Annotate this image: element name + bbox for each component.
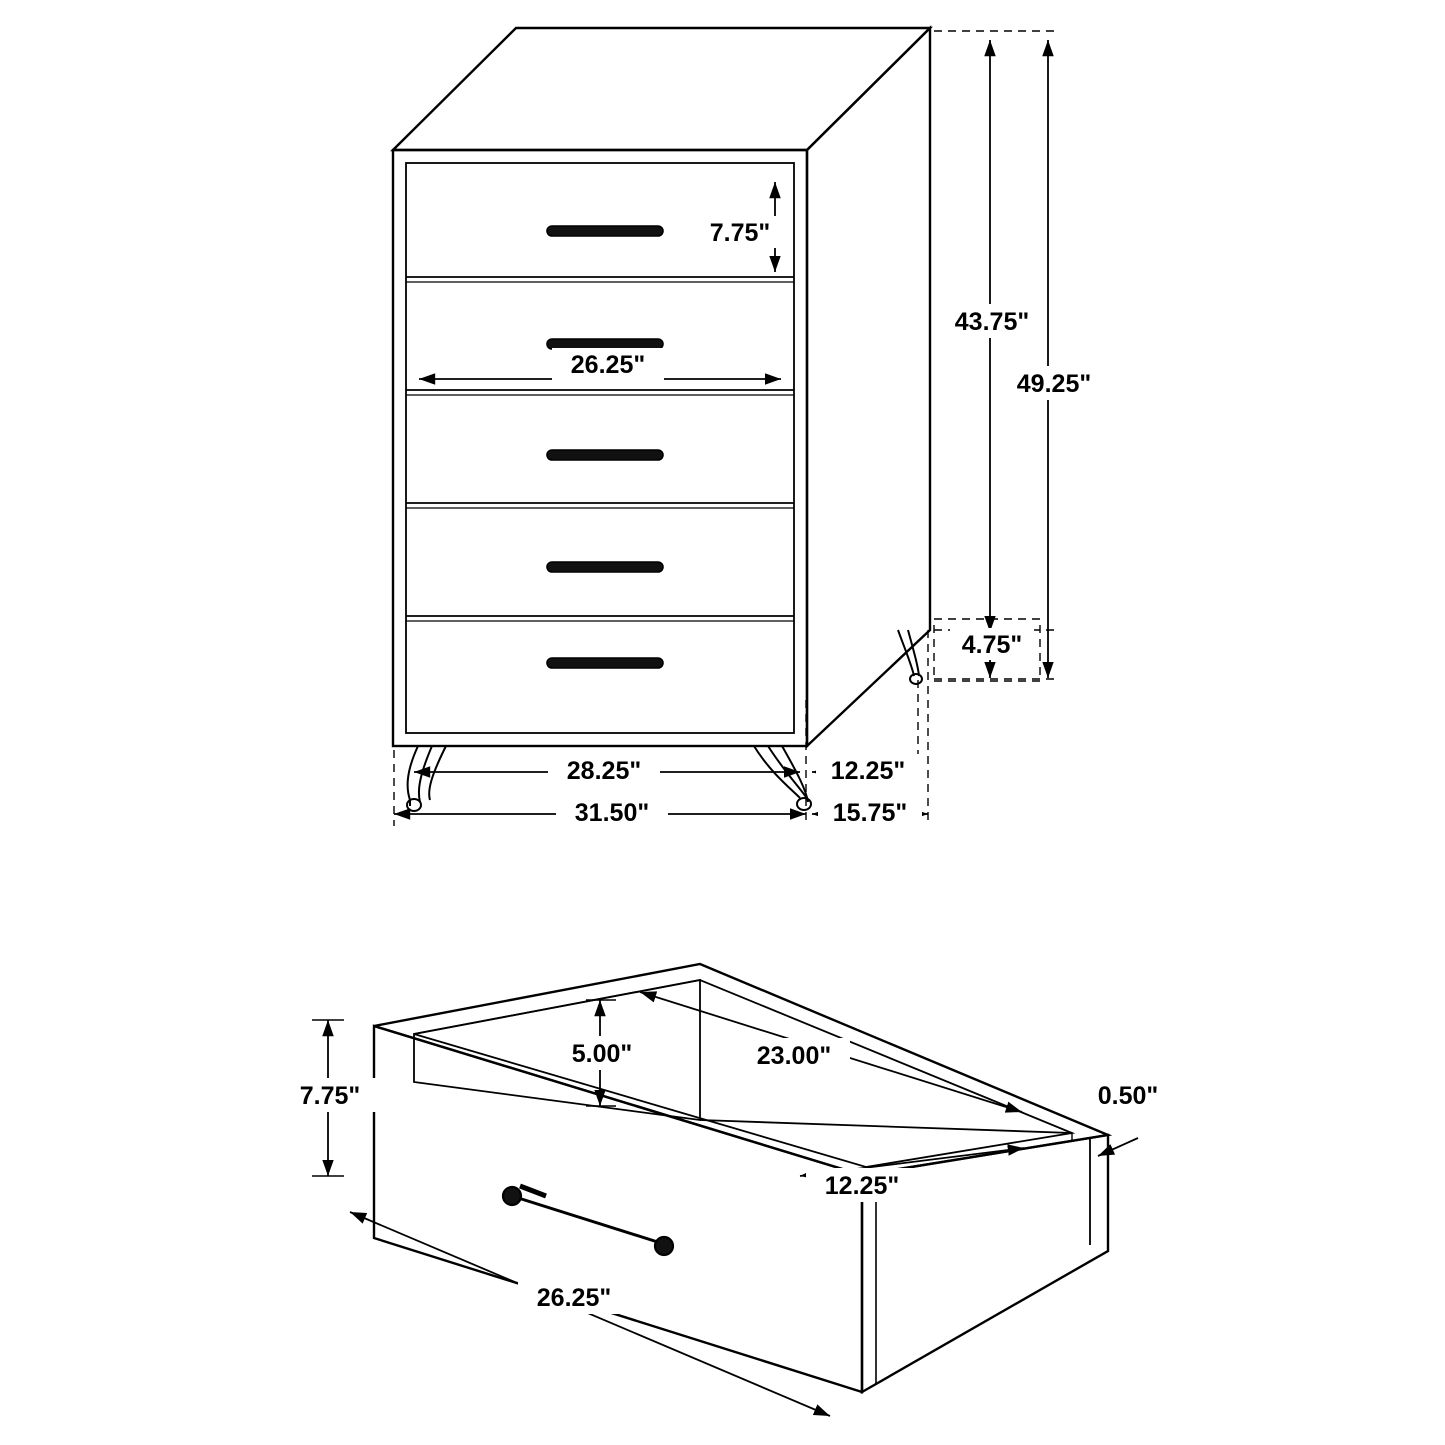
- drawer-handles: [547, 226, 663, 668]
- drawer-handle-5: [547, 658, 663, 668]
- drawer-interior-floor-edge: [700, 1120, 1072, 1133]
- label-top-drawer-height: 7.75": [709, 219, 771, 247]
- label-inner-depth: 5.00": [571, 1040, 633, 1068]
- drawer-handle-3: [547, 450, 663, 460]
- label-overall-height: 49.25": [1016, 370, 1092, 398]
- drawer-front-face: [374, 1026, 862, 1392]
- label-case-height: 43.75": [954, 308, 1030, 336]
- label-leg-height: 4.75": [961, 631, 1023, 659]
- drawer-handle-2: [547, 339, 663, 349]
- chest-side-face: [807, 28, 930, 746]
- label-front-length: 26.25": [536, 1284, 612, 1312]
- drawer-handle-4: [547, 562, 663, 572]
- label-depth: 12.25": [830, 757, 906, 785]
- label-thickness: 0.50": [1097, 1082, 1159, 1110]
- drawer-drawing: [374, 964, 1108, 1392]
- label-overall-width: 31.50": [574, 799, 650, 827]
- label-case-width: 28.25": [566, 757, 642, 785]
- dim-line-thickness: [1098, 1138, 1138, 1156]
- drawer-dimensions: [312, 992, 1138, 1416]
- drawer-handle-1: [547, 226, 663, 236]
- chest-top-panel: [393, 28, 930, 150]
- label-inner-length: 23.00": [756, 1042, 832, 1070]
- chest-drawing: [393, 28, 930, 811]
- drawer-detail-handle: [503, 1186, 673, 1255]
- label-overall-depth: 15.75": [832, 799, 908, 827]
- label-inner-width: 12.25": [824, 1172, 900, 1200]
- drawer-dimension-labels: [296, 1036, 1176, 1314]
- chest-front-inner-frame: [406, 163, 794, 733]
- label-drawer-width: 26.25": [570, 351, 646, 379]
- label-drawer-height: 7.75": [299, 1082, 361, 1110]
